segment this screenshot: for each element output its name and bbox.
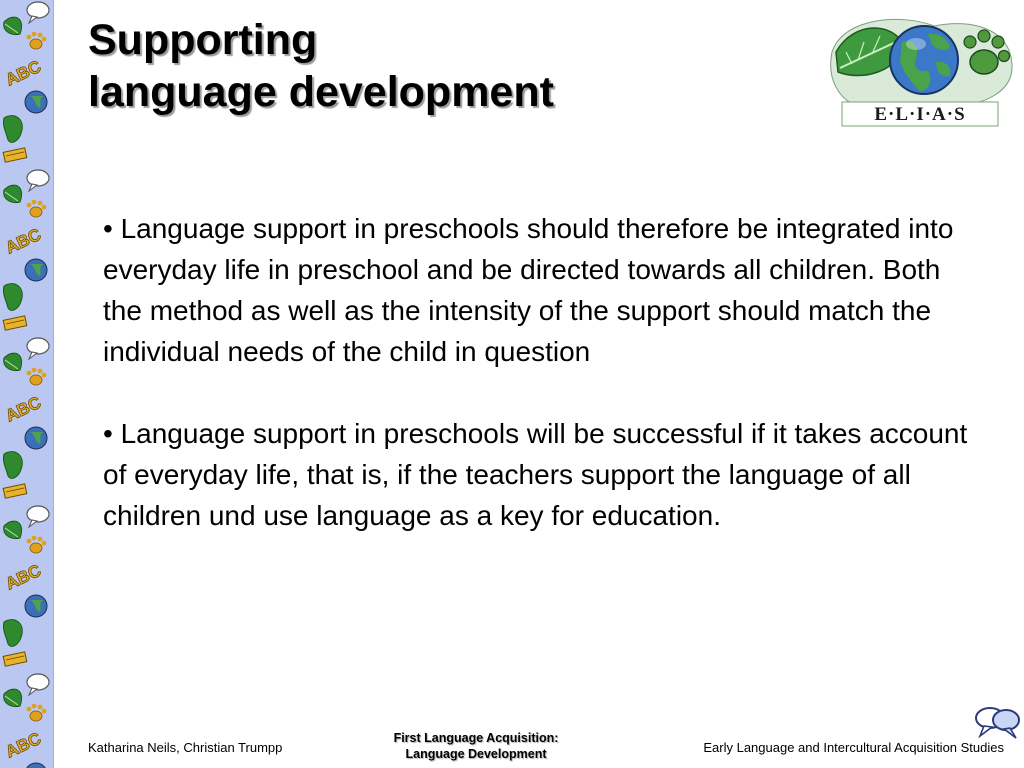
abc-icon xyxy=(3,57,44,90)
footer-authors: Katharina Neils, Christian Trumpp xyxy=(88,740,283,755)
africa-icon xyxy=(3,116,22,143)
slide-title-line2: language development xyxy=(88,68,554,116)
footer-course-title-line2: Language Development xyxy=(405,747,547,761)
footer-course-title xyxy=(366,730,586,762)
speech-bubble-icon xyxy=(27,2,49,23)
decorative-side-strip xyxy=(0,0,54,768)
slide-body xyxy=(103,208,983,577)
speech-bubbles-icon xyxy=(972,704,1022,742)
bullet-paragraph-2: • Language support in preschools will be successful if it takes account of everyday life, that is, if the teachers support the language of all children und use language as a key for education. xyxy=(103,418,968,531)
side-strip-pattern xyxy=(0,0,54,768)
slide-title-line1: Supporting xyxy=(88,16,318,64)
globe-icon xyxy=(25,91,47,113)
book-icon xyxy=(3,148,27,162)
bullet-paragraph-1: • Language support in preschools should therefore be integrated into everyday life in preschool and be directed towards all children. Both the method as well as the intensity of the support should match the individual needs of the child in question xyxy=(103,213,954,367)
svg-text:ABC: ABC xyxy=(2,56,44,90)
footer-course-title-line1: First Language Acquisition: xyxy=(393,731,559,745)
globe-icon xyxy=(890,26,958,94)
slide-title xyxy=(88,14,728,118)
elias-logo xyxy=(824,12,1016,130)
logo-text: E·L·I·A·S xyxy=(874,104,966,125)
leaf-icon xyxy=(4,17,22,34)
footer-project-name: Early Language and Intercultural Acquisition Studies xyxy=(703,740,1004,755)
strip-tile xyxy=(3,2,49,162)
paw-icon xyxy=(27,32,47,49)
